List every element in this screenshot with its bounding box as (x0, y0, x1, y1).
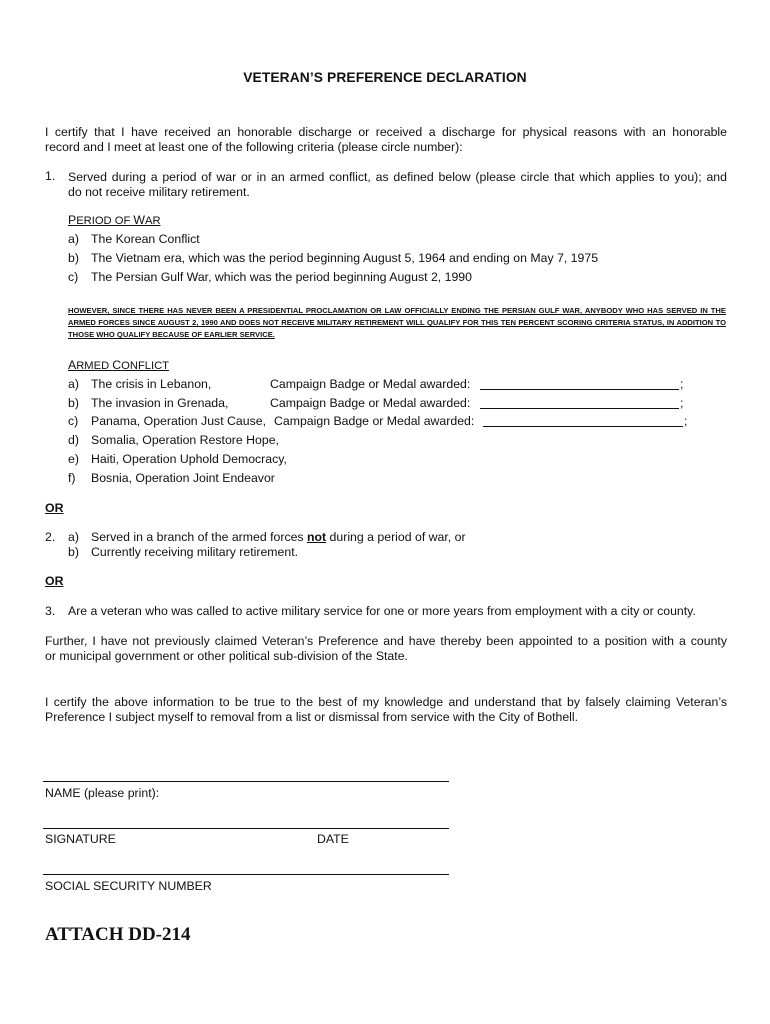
conflict-item-letter: c) (68, 414, 79, 428)
medal-label: Campaign Badge or Medal awarded: (270, 396, 471, 410)
signature-label: SIGNATURE (45, 832, 116, 846)
conflict-item-letter: f) (68, 471, 76, 485)
war-item-letter: c) (68, 270, 79, 284)
conflict-item-letter: d) (68, 433, 79, 447)
medal-label: Campaign Badge or Medal awarded: (270, 377, 471, 391)
attach-instruction: ATTACH DD-214 (45, 924, 191, 945)
conflict-item-letter: e) (68, 452, 79, 466)
conflict-item-text: Haiti, Operation Uphold Democracy, (91, 452, 287, 466)
criterion-1-number: 1. (45, 169, 56, 183)
medal-input-grenada[interactable] (480, 396, 679, 409)
persian-gulf-note: HOWEVER, SINCE THERE HAS NEVER BEEN A PRESIDENTIAL PROCLAMATION OR LAW OFFICIALLY ENDING THE PERSIAN GULF WAR, ANYBODY WHO HAS SERVED IN THE ARMED FORCES SINCE AUGUST 2, 1990 AND DOES NOT RECEIVE MILITARY RETIREMENT WILL QUALIFY FOR THIS TEN PERCENT SCORING CRITERIA STATUS, IN ADDITION TO THOSE WHO QUALIFY BECAUSE OF EARLIER SERVICE. (68, 306, 726, 339)
ssn-label: SOCIAL SECURITY NUMBER (45, 879, 212, 893)
conflict-item-text: Panama, Operation Just Cause, (91, 414, 266, 428)
criterion-2a-text: Served in a branch of the armed forces not during a period of war, or (91, 530, 466, 544)
criterion-3-text: Are a veteran who was called to active military service for one or more years from employment with a city or county. (68, 604, 696, 618)
criterion-3-number: 3. (45, 604, 56, 618)
criterion-1-line-1: Served during a period of war or in an armed conflict, as defined below (please circle that which applies to you); and (68, 170, 727, 184)
war-item-text: The Vietnam era, which was the period beginning August 5, 1964 and ending on May 7, 1975 (91, 251, 599, 265)
signature-input-line[interactable] (43, 828, 449, 829)
or-separator-2: OR (45, 574, 64, 588)
ssn-input-line[interactable] (43, 874, 449, 875)
period-of-war-heading: PERIOD OF WAR (68, 213, 161, 227)
medal-label: Campaign Badge or Medal awarded: (274, 414, 475, 428)
medal-terminator: ; (680, 396, 684, 410)
further-line-2: or municipal government or other political sub-division of the State. (45, 649, 408, 663)
or-separator-1: OR (45, 501, 64, 515)
war-item-text: The Persian Gulf War, which was the period beginning August 2, 1990 (91, 270, 472, 284)
war-item-letter: a) (68, 232, 79, 246)
war-item-letter: b) (68, 251, 79, 265)
intro-line-2: record and I meet at least one of the following criteria (please circle number): (45, 140, 463, 154)
name-label: NAME (please print): (45, 786, 160, 800)
armed-conflict-heading: ARMED CONFLICT (68, 358, 170, 372)
conflict-item-text: The invasion in Grenada, (91, 396, 229, 410)
further-line-1: Further, I have not previously claimed Veteran’s Preference and have thereby been appointed to a position with a county (45, 634, 727, 648)
criterion-2b-text: Currently receiving military retirement. (91, 545, 299, 559)
conflict-item-text: Bosnia, Operation Joint Endeavor (91, 471, 275, 485)
criterion-2b-letter: b) (68, 545, 79, 559)
emphasis-not: not (307, 530, 327, 544)
war-item-text: The Korean Conflict (91, 232, 200, 246)
medal-terminator: ; (680, 377, 684, 391)
intro-line-1: I certify that I have received an honorable discharge or received a discharge for physical reasons with an honorable (45, 125, 727, 139)
medal-input-panama[interactable] (483, 414, 683, 427)
conflict-item-text: The crisis in Lebanon, (91, 377, 212, 391)
conflict-item-letter: a) (68, 377, 79, 391)
criterion-2-number: 2. (45, 530, 56, 544)
certify-line-1: I certify the above information to be true to the best of my knowledge and understand that by falsely claiming Veteran’s (45, 695, 727, 709)
conflict-item-letter: b) (68, 396, 79, 410)
document-title: VETERAN’S PREFERENCE DECLARATION (243, 70, 527, 85)
certify-line-2: Preference I subject myself to removal from a list or dismissal from service with the City of Bothell. (45, 710, 579, 724)
criterion-2a-letter: a) (68, 530, 79, 544)
date-label: DATE (317, 832, 349, 846)
medal-input-lebanon[interactable] (480, 377, 679, 390)
criterion-1-line-2: do not receive military retirement. (68, 185, 250, 199)
conflict-item-text: Somalia, Operation Restore Hope, (91, 433, 279, 447)
medal-terminator: ; (684, 414, 688, 428)
name-input-line[interactable] (43, 781, 449, 782)
